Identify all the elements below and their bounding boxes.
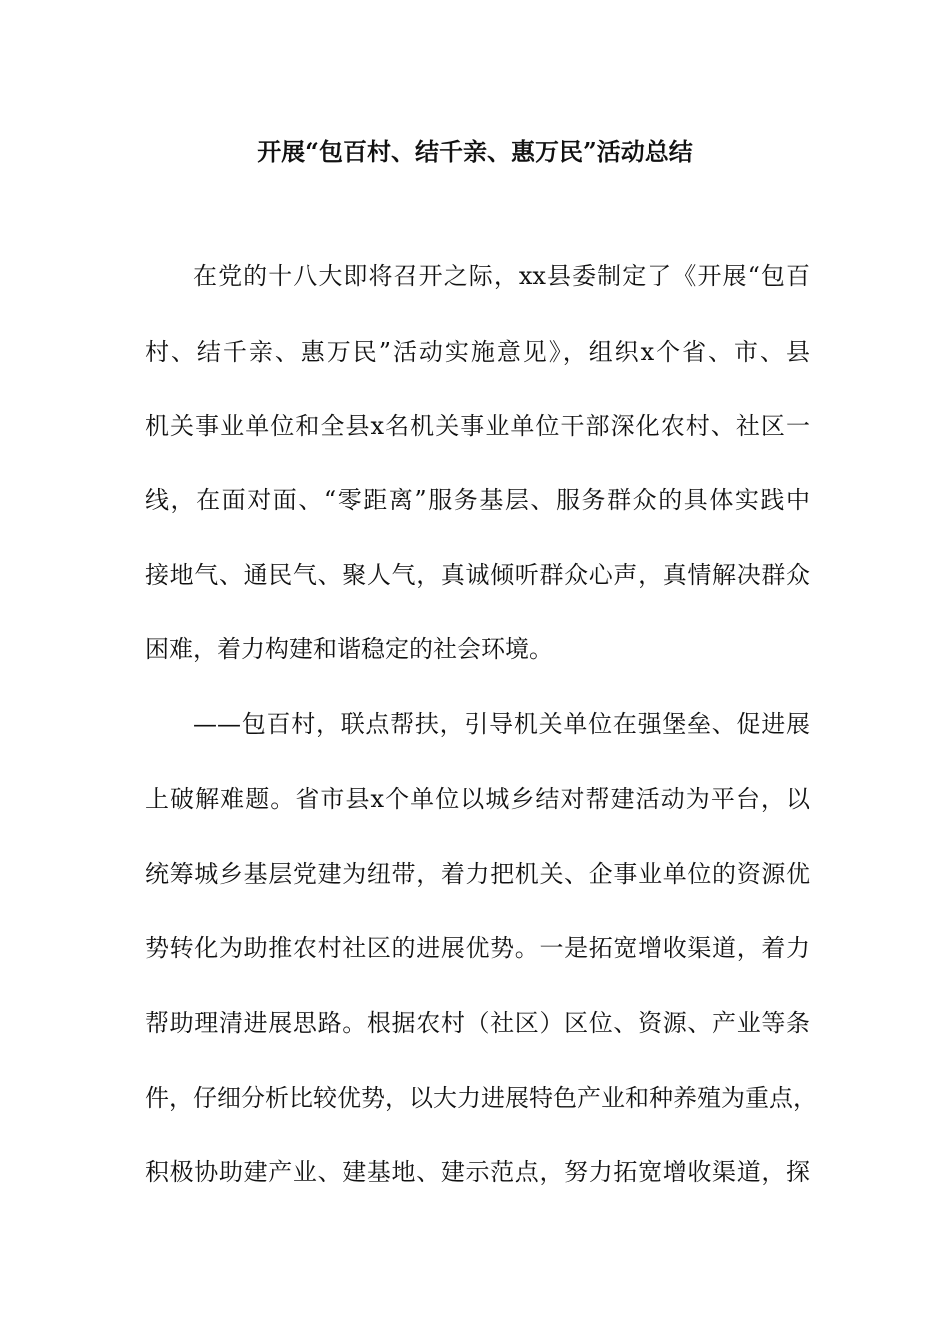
body-line-12: 件，仔细分析比较优势，以大力进展特色产业和种养殖为重点， (145, 1084, 817, 1112)
body-line-2: 村、结千亲、惠万民”活动实施意见》，组织x个省、市、县 (145, 338, 810, 366)
body-line-10: 势转化为助推农村社区的进展优势。一是拓宽增收渠道，着力 (145, 934, 810, 962)
body-line-3: 机关事业单位和全县x名机关事业单位干部深化农村、社区一 (145, 412, 810, 440)
body-line-5: 接地气、通民气、聚人气，真诚倾听群众心声，真情解决群众 (145, 561, 810, 589)
body-line-7: ——包百村，联点帮扶，引导机关单位在强堡垒、促进展 (193, 710, 810, 738)
document-title: 开展“包百村、结千亲、惠万民”活动总结 (257, 137, 693, 166)
body-line-1: 在党的十八大即将召开之际，xx县委制定了《开展“包百 (193, 262, 810, 290)
body-line-13: 积极协助建产业、建基地、建示范点，努力拓宽增收渠道，探 (145, 1158, 810, 1186)
body-line-11: 帮助理清进展思路。根据农村（社区）区位、资源、产业等条 (145, 1009, 810, 1037)
body-line-4: 线，在面对面、“零距离”服务基层、服务群众的具体实践中 (145, 486, 810, 514)
body-line-9: 统筹城乡基层党建为纽带，着力把机关、企事业单位的资源优 (145, 860, 810, 888)
body-line-8: 上破解难题。省市县x个单位以城乡结对帮建活动为平台，以 (145, 785, 810, 813)
body-line-6: 困难，着力构建和谐稳定的社会环境。 (145, 635, 553, 663)
